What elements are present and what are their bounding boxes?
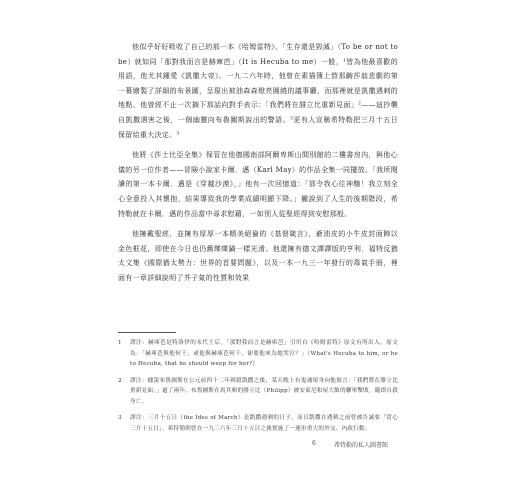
footnote-text: 譯注：三月十五日（the Ides of March）是凱撒遇刺的日子。而且凱撒在遇刺之前曾被告誡要「當心三月十五日」。希特勒則曾在一九三六年三月十五日之後實施了一連串重大的外交、內政行動。 [130, 415, 398, 432]
paragraph: 他似乎好好吸收了自己的那一本《哈姆雷特》，「生存還是毀滅」（To be or not to be）就如同「那對我而言是赫庫芭」（It is Hecuba to me）一般，¹皆為他最喜歡的用語，他尤其鍾愛《凱撒大帝》。一九二六年時，他曾在素描簿上替那齣莎翁悲劇的第一幕繪製了詳細的布景圖，呈現出被油森森燈亮圓繞的議事廳，而那裡就是凱撒遇刺的地點。他曾經不止一次摘下那話向對手表示：「我們將在腓立比重新見面」²——這抄襲自凱撒遇害之後，一個幽靈向布魯圖斯說出的警語。³更有人宣稱希特勒把三月十五日保留給重大決定。³ [118, 43, 398, 139]
footnote-text: 譯注：赫庫芭是特洛伊的末代王后。「那對我而言是赫庫芭」引用自《哈姆雷特》原文有所出入，原文為：「赫庫芭與他何干，或他與赫庫芭何干，卻要他來為她哭泣？」（What's Hecuba to him, or he to Hecuba, that he should weep for her?） [130, 340, 398, 367]
paragraph: 他擁戴聖經，並擁有厚厚一本精美絕倫的《基督箴言》，爺油皮的小牛皮封面飾以金色框花，即使在今日也仍舊爍爍鍋一樣光滑。他還擁有德文譯譯版的亨利．福特反猶太文集《國際猶太勢力：世界的首要問題》，以及一本一九三一年發行的毒氣手冊，裡面有一章詳細說明了芥子氣的性質和效果 [118, 230, 398, 282]
paragraph: 他將《莎士比亞全集》保管在他德國南部阿爾卑斯山間別館的二樓書房內，與他心儀的另一位作者——冒險小說家卡爾．邁（Karl May）的作品全集一同擺放。「我所閱讀的第一本卡爾．邁是《穿越沙漠》，」他有一次回憶道：「那令我心往神馳！我立刻全心全意投入其懷抱，結果導致我的學業成績明顯下降。」撇說到了人生的後期階段，希特勒就在卡爾．邁的作品當中尋求慰藉，一如別人從聖經得到安慰那般。 [118, 151, 398, 218]
footnote [118, 338, 398, 370]
main-text [118, 40, 398, 292]
footnote-divider [118, 332, 176, 333]
footnote-number: 2 [118, 377, 122, 384]
footnote-number: 1 [118, 340, 122, 346]
footnote-number: 3 [118, 415, 122, 421]
footnote [118, 413, 398, 434]
running-head: 希特勒的私人圖書館 [334, 442, 389, 449]
footnotes [118, 338, 398, 440]
footnote-text: 譯注：據說布魯圖斯在公元前四十二年刺殺凱撒之後，某天晚上有鬼魂現身向他預言：「我們將在腓立比重新見面。」過了兩年，布魯圖斯在馬其頓的腓立比（Philipp）被安東尼和屋大維的聯軍擊敗，隨即自殺身亡。 [130, 377, 398, 405]
footnote [118, 376, 398, 408]
page-number: 6 [312, 440, 316, 447]
